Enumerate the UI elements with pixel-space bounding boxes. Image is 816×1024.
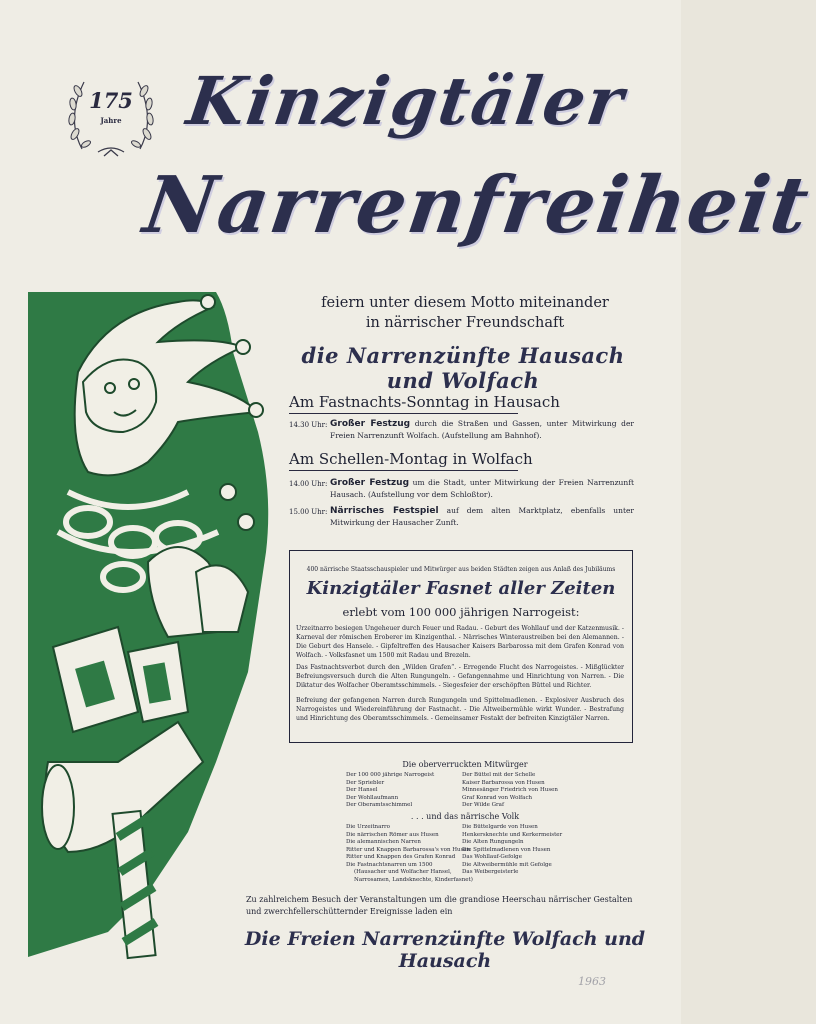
cast-heading-1: Die oberverruckten Mitwürger: [402, 760, 528, 769]
program-paragraph-1: Urzeitnarro besiegen Ungeheuer durch Feuer und Radau. - Geburt des Wohllauf und der Katzenmusik. - Karneval der römischen Eroberer im Kinzigenthal. - Närrisches Winteraustreiben bei den Alemannen. - Die Geburt des Hansele. - Gipfeltreffen des Hausacher Kaisers Barbarossa mit dem Grafen Konrad von Wolfach. - Volksfasnet um 1500 mit Radau und Brezeln.: [296, 625, 624, 659]
cast-list-1-right: [462, 772, 558, 810]
intro-text: [295, 293, 635, 333]
cast-list-1-left: [346, 772, 434, 810]
program-paragraph-3: Befreiung der gefangenen Narren durch Rungungeln und Spittelmadlenen. - Explosiver Ausbruch des Narrogeistes und Wiedereinführung der Fastnacht. - Die Altweibermühle wirkt Wunder. - Bestrafung und Hinrichtung des Oberamtsschimmels. - Gemeinsamer Festakt der befreiten Kinzigtäler Narren.: [296, 697, 624, 722]
title-line-2: Narrenfreiheit: [138, 160, 816, 251]
list-item: Ritter und Knappen Barbarossa's von Husen: [346, 846, 471, 853]
sunday-event-title: Großer Festzug: [330, 419, 411, 429]
list-item: Der Wohllaufmann: [346, 794, 399, 801]
intro-line-2: in närrischer Freundschaft: [365, 315, 565, 331]
cast-heading-2: . . . und das närrische Volk: [410, 812, 520, 821]
list-item: Der Büttel mit der Schelle: [462, 772, 536, 778]
list-item: Narrosamen, Landsknechte, Kinderfasnet): [354, 876, 473, 883]
program-subtitle: erlebt vom 100 000 jährigen Narrogeist:: [342, 605, 580, 619]
list-item: Der Oberamtsschimmel: [346, 802, 413, 808]
list-item: Die Alten Rungungeln: [462, 839, 524, 845]
monday-event-1-text: um die Stadt, unter Mitwirkung der Freien Narrenzunft Hausach. (Aufstellung vor dem Schloßtor).: [330, 478, 635, 499]
list-item: Der 100 000 jährige Narrogeist: [346, 772, 435, 778]
list-item: Die Büttelgarde von Husen: [462, 824, 538, 830]
monday-rule: [289, 470, 518, 471]
cast-list-2-right: [462, 824, 562, 877]
list-item: Die Altweibermühle mit Gefolge: [462, 861, 552, 868]
list-item: Kaiser Barbarossa von Husen: [462, 779, 545, 786]
program-intro: 400 närrische Staatsschauspieler und Mitwürger aus beiden Städten zeigen aus Anlaß des Jubiläums: [306, 566, 616, 573]
sunday-event-text: durch die Straßen und Gassen, unter Mitwirkung der Freien Narrenzunft Wolfach. (Aufstellung am Bahnhof).: [330, 419, 634, 440]
guilds-heading: die Narrenzünfte Hausach und Wolfach: [301, 343, 625, 393]
anniversary-number: 175: [89, 88, 133, 113]
list-item: Das Weibergeisterle: [462, 869, 519, 875]
monday-time-1: 14.00 Uhr:: [289, 480, 328, 488]
monday-event-2-text: auf dem alten Marktplatz, ebenfalls unter Mitwirkung der Hausacher Zunft.: [330, 506, 634, 527]
list-item: Das Wohllauf-Gefolge: [462, 854, 522, 860]
monday-event-1-title: Großer Festzug: [330, 478, 410, 488]
anniversary-label: Jahre: [100, 116, 122, 125]
laurel-wreath-icon: [62, 64, 160, 162]
list-item: Der Hansel: [346, 787, 378, 793]
program-paragraph-2: Das Fastnachtsverbot durch den „Wilden Grafen“. - Erregende Flucht des Narrogeistes. - Mißglückter Befreiungsversuch durch die Alten Rungungeln. - Gefangennahme und Hinrichtung von Narren. - Die Diktatur des Wolfacher Oberamtsschimmels. - Siegesfeier der erschöpften Büttel und Richter.: [296, 664, 624, 689]
title-line-1: Kinzigtäler: [182, 62, 630, 140]
pencil-note: 1963: [578, 975, 606, 988]
list-item: Henkersknechte und Kerkermeister: [462, 831, 563, 838]
monday-event-1: [330, 477, 634, 500]
monday-event-2-title: Närrisches Festspiel: [330, 506, 439, 516]
program-title: Kinzigtäler Fasnet aller Zeiten: [306, 578, 616, 599]
list-item: Graf Konrad von Wolfach: [462, 794, 533, 801]
list-item: Der Wilde Graf: [462, 802, 504, 808]
list-item: Die Fastnachtsnarren um 1500: [346, 861, 433, 868]
monday-heading: Am Schellen-Montag in Wolfach: [289, 450, 533, 468]
sunday-heading: Am Fastnachts-Sonntag in Hausach: [289, 393, 560, 411]
sunday-event: [330, 418, 634, 441]
list-item: Ritter und Knappen des Grafen Konrad: [346, 854, 456, 860]
list-item: Die Spittelmadlenen von Husen: [462, 846, 551, 853]
sunday-rule: [289, 413, 518, 414]
monday-event-2: [330, 505, 634, 528]
list-item: Die Urzeitnarro: [346, 824, 390, 830]
sunday-time: 14.30 Uhr:: [289, 421, 328, 429]
list-item: Der Spriebler: [346, 779, 385, 786]
list-item: (Hausacher und Wolfacher Hansel,: [354, 869, 452, 875]
intro-line-1: feiern unter diesem Motto miteinander: [321, 295, 609, 311]
monday-time-2: 15.00 Uhr:: [289, 508, 328, 516]
invitation-text: Zu zahlreichem Besuch der Veranstaltungen um die grandiose Heerschau närrischer Gestalten und zwerchfellerschütternder Ereignisse laden ein: [246, 895, 633, 916]
cast-list-2-left: [346, 824, 473, 884]
list-item: Die alemannischen Narren: [346, 839, 421, 845]
list-item: Die närrischen Römer aus Husen: [346, 831, 439, 838]
footer-signature: Die Freien Narrenzünfte Wolfach und Hausach: [244, 928, 646, 972]
jester-illustration: [28, 292, 273, 957]
list-item: Minnesänger Friedrich von Husen: [462, 787, 558, 793]
